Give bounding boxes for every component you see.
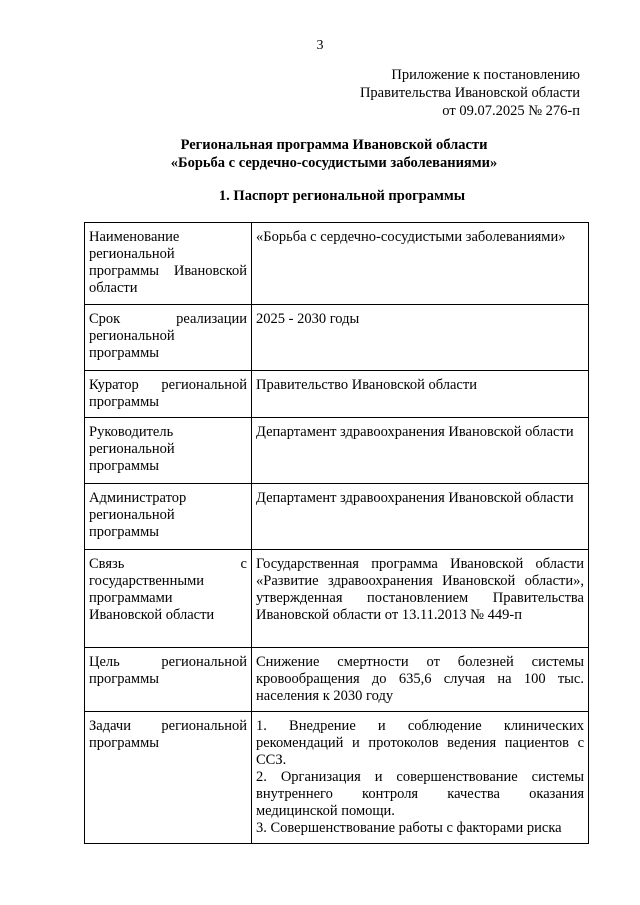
row-label: Руководитель региональной программы [85, 418, 252, 484]
program-title [0, 136, 640, 172]
row-value: Снижение смертности от болезней системы кровообращения до 635,6 случая на 100 тыс. населения к 2030 году [252, 648, 589, 712]
row-label: Цель региональной программы [85, 648, 252, 712]
task-item: 2. Организация и совершенствование системы внутреннего контроля качества оказания медицинской помощи. [256, 769, 584, 819]
table-row [85, 223, 589, 305]
appendix-header [360, 66, 580, 120]
row-label: Задачи региональной программы [85, 712, 252, 844]
row-value: Государственная программа Ивановской области «Развитие здравоохранения Ивановской области», утвержденная постановлением Правительства Ивановской области от 13.11.2013 № 449-п [252, 550, 589, 648]
row-value: 2025 - 2030 годы [252, 305, 589, 371]
table-row [85, 712, 589, 844]
row-value-tasks [252, 712, 589, 844]
table-row [85, 648, 589, 712]
table-row [85, 371, 589, 418]
row-label: Наименование региональной программы Ивановской области [85, 223, 252, 305]
row-label: Куратор региональной программы [85, 371, 252, 418]
program-title-line: Региональная программа Ивановской области [180, 137, 488, 153]
row-value: Департамент здравоохранения Ивановской области [252, 484, 589, 550]
section-title: 1. Паспорт региональной программы [218, 188, 466, 204]
table-row [85, 484, 589, 550]
row-label: Срок реализации региональной программы [85, 305, 252, 371]
task-item: 3. Совершенствование работы с факторами риска [256, 820, 562, 836]
appendix-line: Правительства Ивановской области [359, 85, 580, 101]
table-row [85, 550, 589, 648]
appendix-line: Приложение к постановлению [391, 67, 580, 83]
row-value: «Борьба с сердечно-сосудистыми заболеваниями» [252, 223, 589, 305]
table-row [85, 418, 589, 484]
page-number: 3 [316, 38, 324, 53]
row-label: Связь с государственными программами Ивановской области [85, 550, 252, 648]
task-item: 1. Внедрение и соблюдение клинических рекомендаций и протоколов ведения пациентов с ССЗ. [256, 718, 584, 768]
row-value: Правительство Ивановской области [252, 371, 589, 418]
passport-table [84, 222, 589, 844]
row-label: Администратор региональной программы [85, 484, 252, 550]
table-row [85, 305, 589, 371]
program-title-line: «Борьба с сердечно-сосудистыми заболеваниями» [170, 155, 498, 171]
appendix-line: от 09.07.2025 № 276-п [442, 103, 580, 119]
row-value: Департамент здравоохранения Ивановской области [252, 418, 589, 484]
